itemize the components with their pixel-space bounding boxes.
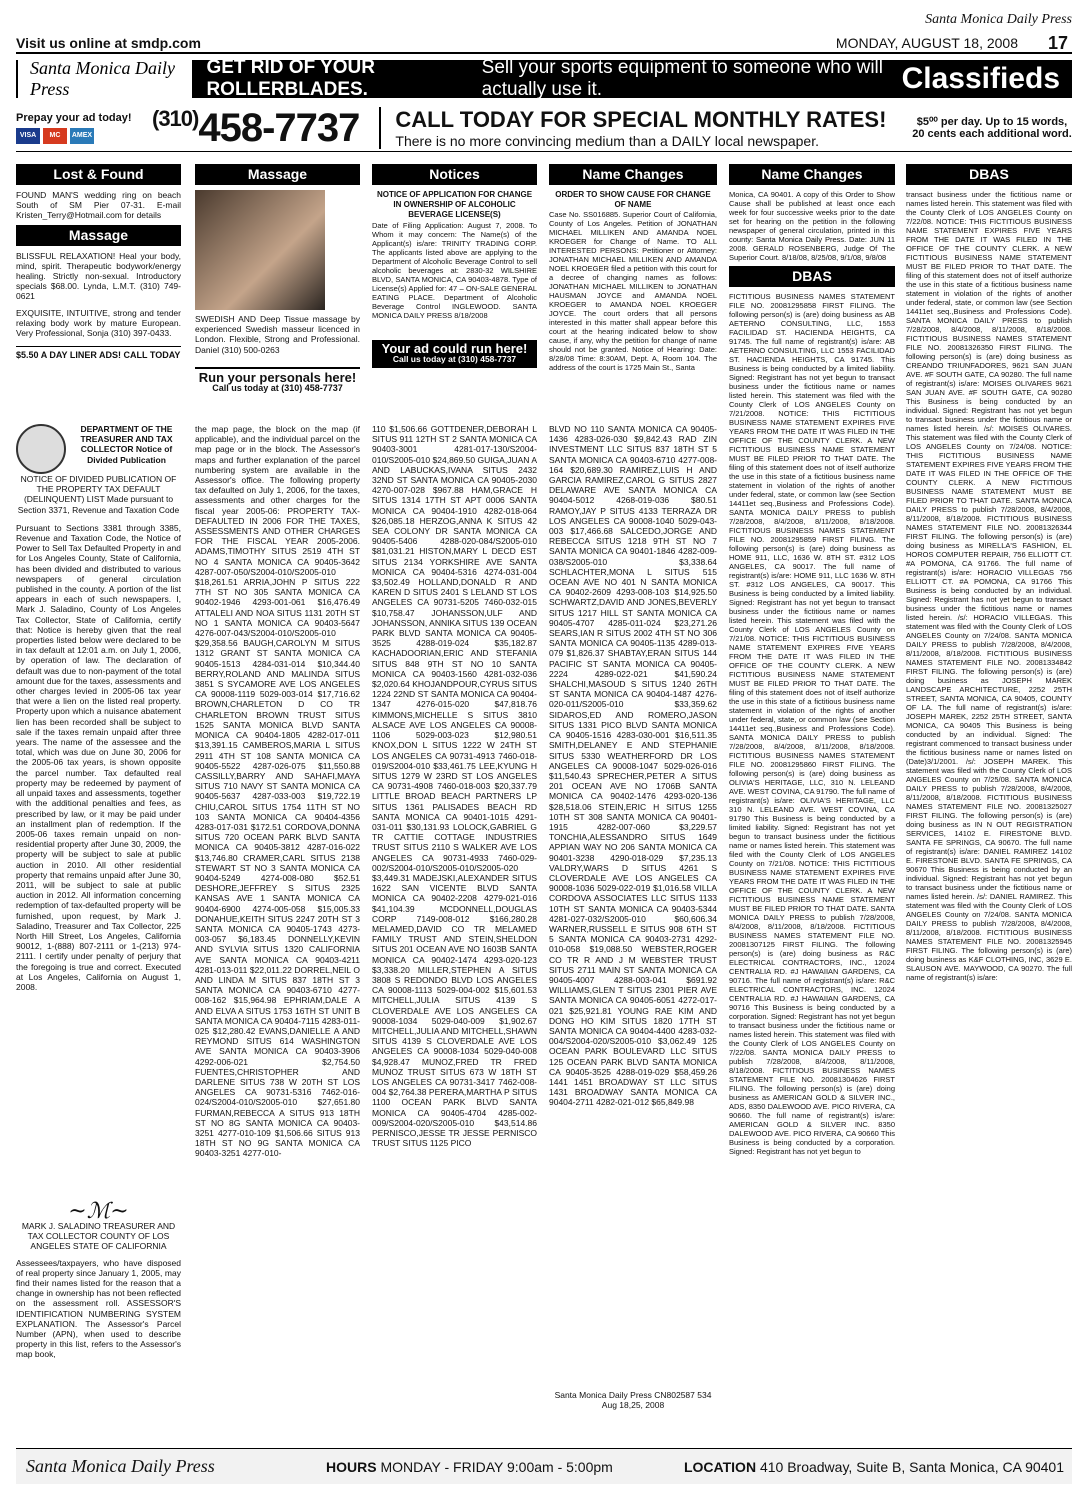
masseur-photo — [195, 190, 325, 310]
name-change-body-2: Monica, CA 90401. A copy of this Order to Show Cause shall be published at least once each week for four successive weeks prior to the date set for hearing on the petition in the following newspaper of general circulation, printed in this county: Santa Monica Daily Press. Date: JUN 11 2008. GERALD ROSENBERG, Judge Of The Superior Court. 8/18/08, 8/25/08, 9/1/08, 9/8/08 — [729, 190, 895, 262]
tax-list-3: BLVD NO 110 SANTA MONICA CA 90405-1436 4283-026-030 $9,842.43 RAD ZIN INVESTMENT LLC SITUS 837 18TH ST 5 SANTA MONICA CA 90403-6710 4277-008-164 $20,689.30 RAMIREZ,LUIS H AND GARCIA RAMIREZ,CAROL G SITUS 2827 DELAWARE AVE SANTA MONICA CA 90404-5012 4268-019-036 $80.51 RAMOY,JAY P SITUS 4133 TERRAZA DR LOS ANGELES CA 90008-1040 5029-043-003 $17,466.68 SALCEDO,JORGE AND REBECCA SITUS 1218 9TH ST NO 7 SANTA MONICA CA 90401-1846 4282-009-038/S2005-010 $3,338.64 SCHLACHTER,MONA L SITUS 515 OCEAN AVE NO 401 N SANTA MONICA CA 90402-2609 4293-008-103 $14,925.50 SCHWARTZ,DAVID AND JONES,BEVERLY SITUS 1217 HILL ST SANTA MONICA CA 90405-4707 4285-011-024 $23,271.26 SEARS,IAN R SITUS 2002 4TH ST NO 306 SANTA MONICA CA 90405-1135 4289-013-079 $1,826.37 SHABTAY,ERAN SITUS 144 PACIFIC ST SANTA MONICA CA 90405-2224 4289-022-021 $41,590.24 SHALCHI,MASOUD S SITUS 1240 26TH ST SANTA MONICA CA 90404-1487 4276-020-011/S2005-010 $33,359.62 SIDAROS,ED AND ROMERO,JASON SITUS 1331 PICO BLVD SANTA MONICA CA 90405-1516 4283-030-001 $16,511.35 SMITH,DELANEY E AND STEPHANIE SITUS 5330 WEATHERFORD DR LOS ANGELES CA 90008-1047 5029-026-016 $11,540.43 SPRECHER,PETER A SITUS 201 OCEAN AVE NO 1706B SANTA MONICA CA 90402-1476 4293-020-136 $28,518.06 STEIN,ERIC H SITUS 1255 10TH ST 308 SANTA MONICA CA 90401-1915 4282-007-060 $3,229.57 TONCHIA,ALESSANDRO SITUS 1649 APPIAN WAY NO 206 SANTA MONICA CA 90401-3238 4290-018-029 $7,235.13 VALDRY,WARS D SITUS 4261 S CLOVERDALE AVE LOS ANGELES CA 90008-1036 5029-022-019 $1,016.58 VILLA CORDOVA ASSOCIATES LLC SITUS 1133 10TH ST SANTA MONICA CA 90403-5344 4281-027-032/S2005-010 $60,606.34 WARNER,RUSSELL E SITUS 908 6TH ST 5 SANTA MONICA CA 90403-2731 4292-010-058 $19,088.50 WEBSTER,ROGER CO TR R AND J M WEBSTER TRUST SITUS 2711 MAIN ST SANTA MONICA CA 90405-4007 4288-003-041 $691.92 WILLIAMS,GLEN T SITUS 2301 PIER AVE SANTA MONICA CA 90405-6051 4272-017-021 $25,921.81 YOUNG RAE KIM AND DONG HO KIM SITUS 1820 17TH ST SANTA MONICA CA 90404-4400 4283-032-004/S2004-020/S2005-010 $3,062.49 125 OCEAN PARK BOULEVARD LLC SITUS 125 OCEAN PARK BLVD SANTA MONICA CA 90405-3525 4288-019-029 $58,459.26 1441 1451 BROADWAY ST LLC SITUS 1431 BROADWAY SANTA MONICA CA 90404-2711 4282-021-012 $65,849.98 — [549, 424, 717, 1108]
column-dbas — [906, 164, 1072, 1440]
page-header — [0, 0, 1088, 56]
name-changes-header: Name Changes — [549, 164, 717, 185]
column-name-changes — [549, 164, 717, 372]
column-notices — [372, 164, 537, 368]
personals-promo-sub: Call us today at (310) 458-7737 — [212, 383, 343, 394]
column-lost-found — [16, 164, 181, 360]
tax-body: Pursuant to Sections 3381 through 3385, Revenue and Taxation Code, the Notice of Power to Sell Tax Defaulted Property in and for Los Angeles County, State of California, has been divided and distributed to various newspapers of general circulation published in the county. A portion of the list appears in each of such newspapers. I, Mark J. Saladino, County of Los Angeles Tax Collector, State of California, certify that: Notice is hereby given that the real properties listed below were declared to be in tax default at 12:01 a.m. on July 1, 2006, by operation of law. The declaration of default was due to non-payment of the total amount due for the taxes, assessments and other charges levied in 2005-06 tax year that were a lien on the listed real property. Property upon which a nuisance abatement lien has been recorded shall be subject to sale if the taxes remain unpaid after three years. The name of the assessee and the total, which was due on June 30, 2006 for the 2005-06 tax years, is shown opposite the parcel number. Tax defaulted real property may be redeemed by payment of all unpaid taxes and assessments, together with the additional penalties and fees, as prescribed by law, or it may be paid under an installment plan of redemption. If the 2005-06 taxes remain unpaid on non-residential property after June 30, 2009, the property will be subject to sale at public auction in 2010. All other residential property that remains unpaid after June 30, 2011, will be subject to sale at public auction in 2012. All information concerning redemption of tax-defaulted property will be furnished, upon request, by Mark J. Saladino, Treasurer and Tax Collector, 225 North Hill Street, Los Angeles, California 90012, 1-(888) 807-2111 or 1-(213) 974-2111. I certify under penalty of perjury that the foregoing is true and correct. Executed at Los Angeles, California on August 1, 2008. — [16, 522, 181, 992]
banner-masthead: Santa Monica Daily Press — [18, 60, 192, 98]
name-change-title: ORDER TO SHOW CAUSE FOR CHANGE OF NAME — [555, 190, 711, 210]
mastercard-logo-icon: MC — [43, 128, 67, 144]
column-tax-3 — [372, 424, 537, 1444]
office-location — [684, 1459, 1072, 1475]
massage-ad-1: BLISSFUL RELAXATION! Heal your body, mind, spirit. Therapeutic bodywork/energy healing. Strictly non-sexual. Introductory specials $68.00. Lynda, L.M.T. (310) 749-0621 — [16, 250, 181, 302]
lost-found-ad: FOUND MAN'S wedding ring on beach South of SM Pier 07-31. E-mail Kristen_Terry@Hotmail.com for details — [16, 190, 181, 221]
prepay-block — [16, 112, 146, 144]
tax-footer: Santa Monica Daily Press CN802587 534 Aug 18,25, 2008 — [554, 1390, 712, 1411]
column-tax-1 — [16, 424, 181, 1378]
visa-logo-icon: VISA — [16, 128, 40, 144]
rates-block — [379, 107, 886, 149]
tax-title: NOTICE OF DIVIDED PUBLICATION OF THE PROPERTY TAX DEFAULT (DELINQUENT) LIST Made pursuant to Section 3371, Revenue and Taxation Code — [17, 474, 180, 515]
section-title: Classifieds — [901, 62, 1061, 95]
office-hours — [326, 1459, 613, 1475]
rates-subline: There is no more convincing medium than a DAILY local newspaper. — [395, 132, 820, 149]
header-rule — [16, 52, 1072, 54]
footer-masthead: Santa Monica Daily Press — [26, 1456, 215, 1476]
dbas-body: transact business under the fictitious name or names listed herein. This statement was filed with the County Clerk of LOS ANGELES County on 7/22/08. NOTICE: THIS FICTITIOUS BUSINESS NAME STATEMENT EXPIRES FIVE YEARS FROM THE DATE IT WAS FILED IN THE OFFICE OF THE COUNTY CLERK. A NEW FICTITIOUS BUSINESS NAME STATEMENT MUST BE FILED PRIOR TO THAT DATE. The filing of this statement does not of itself authorize the use in this state of a fictitious business name statement in violation of the rights of another under federal, state, or common law (see Section 14411et seq.,Business and Professions Code). SANTA MONICA DAILY PRESS to publish 7/28/2008, 8/4/2008, 8/11/2008, 8/18/2008. FICTITIOUS BUSINESS NAMES STATEMENT FILE NO. 20081326350 FIRST FILING. The following person(s) is (are) doing business as CREANDO TRIUNFADORES, 9621 SAN JUAN AVE. #F SOUTH GATE, CA 90280. The full name of registrant(s) is/are: MOISES OLIVARES 9621 SAN JUAN AVE. #F SOUTH GATE, CA 90280 This Business is being conducted by an individual. Signed: Registrant has not yet begun to transact business under the fictitious name or names listed herein. /s/: MOISES OLIVARES. This statement was filed with the County Clerk of LOS ANGELES County on 7/24/08. NOTICE: THIS FICTITIOUS BUSINESS NAME STATEMENT EXPIRES FIVE YEARS FROM THE DATE IT WAS FILED IN THE OFFICE OF THE COUNTY CLERK. A NEW FICTITIOUS BUSINESS NAME STATEMENT MUST BE FILED PRIOR TO THAT DATE. SANTA MONICA DAILY PRESS to publish 7/28/2008, 8/4/2008, 8/11/2008, 8/18/2008. FICTITIOUS BUSINESS NAMES STATEMENT FILE NO. 20081326344 FIRST FILING. The following person(s) is (are) doing business as MIRELLA'S FASHION, EL HOROS COMPUTER REPAIR, 756 ELLIOTT CT. #A POMONA, CA 91766. The full name of registrant(s) is/are: HORACIO VILLEGAS 756 ELLIOTT CT. #A POMONA, CA 91766 This Business is being conducted by an individual. Signed: Registrant has not yet begun to transact business under the fictitious name or names listed herein. /s/: HORACIO VILLEGAS. This statement was filed with the County Clerk of LOS ANGELES County on 7/24/08. SANTA MONICA DAILY PRESS to publish 7/28/2008, 8/4/2008, 8/11/2008, 8/18/2008. FICTITIOUS BUSINESS NAMES STATEMENT FILE NO. 20081334842 FIRST FILING. The following person(s) is (are) doing business as JOSEPH MAREK LANDSCAPE ARCHITECTURE, 2252 25TH STREET, SANTA MONICA, CA 90405, COUNTY OF LA. The full name of registrant(s) is/are: JOSEPH MAREK, 2252 25TH STREET, SANTA MONICA, CA 90405 This Business is being conducted by an individual. Signed: The registrant commenced to transact business under the fictitious business name or names listed on (Date)3/1/2001. /s/: JOSEPH MAREK. This statement was filed with the County Clerk of LOS ANGELES County on 7/25/08. SANTA MONICA DAILY PRESS to publish 7/28/2008, 8/4/2008, 8/11/2008, 8/18/2008. FICTITIOUS BUSINESS NAMES STATEMENT FILE NO. 20081325027 FIRST FILING. The following person(s) is (are) doing business as IN N OUT REGISTRATION SERVICES, 14102 E. FIRESTONE BLVD. SANTA FE SPRINGS, CA 90670. The full name of registrant(s) is/are: DANIEL RAMIREZ 14102 E. FIRESTONE BLVD. SANTA FE SPRINGS, CA 90670 This Business is being conducted by an individual. Signed: Registrant has not yet begun to transact business under the fictitious name or names listed herein. /s/: DANIEL RAMIREZ. This statement was filed with the County Clerk of LOS ANGELES County on 7/24/08. SANTA MONICA DAILY PRESS to publish 7/28/2008, 8/4/2008, 8/11/2008, 8/18/2008. FICTITIOUS BUSINESS NAMES STATEMENT FILE NO. 20081325945 FIRST FILING. The following person(s) is (are) doing business as K&F CLOTHING, INC, 3629 E. SLAUSON AVE. MAYWOOD, CA 90270. The full name of registrant(s) is/are: — [906, 190, 1072, 982]
banner-subline: Sell your sports equipment to someone who will actually use it. — [481, 57, 883, 100]
massage-ad-2: EXQUISITE, INTUITIVE, strong and tender relaxing body work by mature European. Very Professional, Sonja (310) 397-0433. — [16, 307, 181, 339]
page-number: 17 — [1047, 33, 1068, 53]
notice-title: NOTICE OF APPLICATION FOR CHANGE IN OWNERSHIP OF ALCOHOLIC BEVERAGE LICENSE(S) — [376, 190, 533, 220]
price-info: $5⁰⁰ per day. Up to 15 words, 20 cents each additional word. — [912, 116, 1072, 140]
signature: ~ℳ~ — [68, 1198, 129, 1224]
tax-signer: MARK J. SALADINO TREASURER AND TAX COLLECTOR COUNTY OF LOS ANGELES STATE OF CALIFORNIA — [21, 1221, 176, 1252]
notices-header: Notices — [372, 164, 537, 185]
lost-found-header: Lost & Found — [16, 164, 181, 185]
ad-promo-sub: Call us today at (310) 458-7737 — [392, 353, 517, 364]
location-label: LOCATION — [683, 1458, 757, 1475]
tax-body-2: Assessees/taxpayers, who have disposed of real property since January 1, 2005, may find their names listed for the reason that a change in ownership has not been reflected on the assessment roll. ASSESSOR'S IDENTIFICATION NUMBERING SYSTEM EXPLANATION. The Assessor's Parcel Number (APN), when used to describe property in this list, refers to the Assessor's map book, — [16, 1257, 181, 1360]
footer-bar — [16, 1448, 1072, 1484]
name-change-body: Case No. SS016885. Superior Court of California, County of Los Angeles. Petition of JONATHAN MICHAEL MILLIKEN AND AMANDA NOEL KROEGER for Change of Name. TO ALL INTERESTED PERSONS: Petitioner or Attorney: JONATHAN MICHAEL MILLIKEN AND AMANDA NOEL KROEGER filed a petition with this court for a decree of changing names as follows: JONATHAN MICHAEL MILLIKEN to JONATHAN HAUSMAN JOYCE and AMANDA NOEL KROEGER to AMANDA NOEL KROEGER JOYCE. The court orders that all persons interested in this matter shall appear before this court at the hearing indicated below to show cause, if any, why the petition for change of name should not be granted. Notice of Hearing: Date: 8/28/08 Time: 8:30AM, Dept. A, Room 104. The address of the court is 1725 Main St., Santa — [549, 210, 717, 373]
column-tax-2 — [195, 424, 360, 1444]
massage-header: Massage — [16, 225, 181, 246]
location-value: 410 Broadway, Suite B, Santa Monica, CA 90401 — [759, 1458, 1064, 1475]
massage-ad-3: SWEDISH AND Deep Tissue massage by experienced Swedish masseur licenced in London. Flexible, Strong and Professional. Daniel (310) 500-0263 — [195, 314, 360, 355]
phone-digits: 458-7737 — [198, 105, 360, 150]
personals-promo: Run your personals here! — [195, 367, 360, 383]
rates-headline: CALL TODAY FOR SPECIAL MONTHLY RATES! — [395, 106, 887, 132]
liner-promo: $5.50 A DAY LINER ADS! CALL TODAY — [16, 346, 181, 360]
name-changes-header-2: Name Changes — [729, 164, 895, 185]
area-code: (310) — [152, 105, 199, 131]
tax-list-2: 110 $1,506.66 GOTTDENER,DEBORAH L SITUS 911 12TH ST 2 SANTA MONICA CA 90403-3001 4281-017-130/S2004-010/S2005-010 $24,869.50 GUIGA,JUAN A AND LABUCKAS,IVANA SITUS 2432 32ND ST SANTA MONICA CA 90405-2030 4270-007-028 $967.88 HAM,GRACE H SITUS 1314 17TH ST APT 0006 SANTA MONICA CA 90404-1910 4282-018-064 $26,085.18 HERZOG,ANNA K SITUS 42 SEA COLONY DR SANTA MONICA CA 90405-5406 4288-020-084/S2005-010 $81,031.21 HISTON,MARY L DECD EST SITUS 2134 YORKSHIRE AVE SANTA MONICA CA 90404-5316 4274-031-004 $3,502.49 HOLLAND,DONALD R AND KAREN D SITUS 2401 S LELAND ST LOS ANGELES CA 90731-5205 7460-032-015 $10,758.47 JOHANSSON,ULF AND JOHANSSON, ANNIKA SITUS 139 OCEAN PARK BLVD SANTA MONICA CA 90405-3525 4288-019-024 $35,182.87 KACHADOORIAN,ERIC AND STEFANIA SITUS 848 9TH ST NO 10 SANTA MONICA CA 90403-1560 4281-032-036 $2,020.64 KHOJANDPOUR,CYRUS SITUS 1224 22ND ST SANTA MONICA CA 90404-1347 4276-015-020 $47,818.76 KIMMONS,MICHELLE S SITUS 3810 ALSACE AVE LOS ANGELES CA 90008-1106 5029-003-023 $12,980.51 KNOX,DON L SITUS 1222 W 24TH ST LOS ANGELES CA 90731-4913 7460-018-019/S2004-010 $33,461.75 LEE,KYUNG H SITUS 1279 W 23RD ST LOS ANGELES CA 90731-4908 7460-018-003 $20,337.79 LITTLE BROAD BEACH PARTNERS LP SITUS 1361 PALISADES BEACH RD SANTA MONICA CA 90401-1015 4291-031-011 $30,131.93 LOLOCK,GABRIEL G TR CATTIE COTTAGE INDUSTRIES TRUST SITUS 2110 S WALKER AVE LOS ANGELES CA 90731-4933 7460-029-002/S2004-010/S2005-010/S2005-020 $3,449.31 MADEJSKI,ALEXANDER SITUS 1622 SAN VICENTE BLVD SANTA MONICA CA 90402-2208 4279-021-016 $41,104.39 MCDONNELL,DOUGLAS CORP 7149-008-012 $166,280.28 MELAMED,DAVID CO TR MELAMED FAMILY TRUST AND STEIN,SHELDON SITUS 201 OCEAN AVE NO 1603B SANTA MONICA CA 90402-1474 4293-020-123 $3,338.20 MILLER,STEPHEN A SITUS 3808 S REDONDO BLVD LOS ANGELES CA 90008-1113 5029-004-002 $15,601.53 MITCHELL,JULIA SITUS 4139 S CLOVERDALE AVE LOS ANGELES CA 90008-1034 5029-040-009 $1,902.67 MITCHELL,JULIA AND MITCHELL,SHAWN SITUS 4139 S CLOVERDALE AVE LOS ANGELES CA 90008-1034 5029-040-008 $4,928.47 MUNOZ,FRED TR FRED MUNOZ TRUST SITUS 673 W 18TH ST LOS ANGELES CA 90731-3417 7462-008-004 $2,764.38 PERERA,MARTHA P SITUS 1100 OCEAN PARK BLVD SANTA MONICA CA 90405-4704 4285-002-009/S2004-020/S2005-010 $43,514.86 PERNISCO,JESSE TR JESSE PERNISCO TRUST SITUS 1125 PICO — [372, 424, 537, 1149]
banner-headline: GET RID OF YOUR ROLLERBLADES. — [206, 57, 376, 100]
tax-list-1: the map page, the block on the map (if applicable), and the individual parcel on the map page or in the block. The Assessor's maps and further explanation of the parcel numbering system are available in the Assessor's office. The following property tax defaulted on July 1, 2006, for the taxes, assessments and other charges for the fiscal year 2005-06: PROPERTY TAX-DEFAULTED IN 2006 FOR THE TAXES, ASSESSMENTS AND OTHER CHARGES FOR THE FISCAL YEAR 2005-2006. ADAMS,TIMOTHY SITUS 2519 4TH ST NO 4 SANTA MONICA CA 90405-3642 4287-007-050/S2004-010/S2005-010 $18,261.51 ARRIA,JOHN P SITUS 222 7TH ST NO 305 SANTA MONICA CA 90402-1946 4293-001-061 $16,476.49 ATTALELI AND NOA SITUS 1131 20TH ST NO 1 SANTA MONICA CA 90403-5647 4276-007-043/S2004-010/S2005-010 $29,358.56 BAUGH,CAROLYN M SITUS 1312 GRANT ST SANTA MONICA CA 90405-1513 4284-031-014 $10,344.40 BERRY,ROLAND AND MALINDA SITUS 3851 S SYCAMORE AVE LOS ANGELES CA 90008-1119 5029-003-014 $17,716.62 BROWN,CHARLETON D CO TR CHARLETON BROWN TRUST SITUS 1525 SANTA MONICA BLVD SANTA MONICA CA 90404-1805 4282-017-011 $13,391.15 CAMBEROS,MARIA L SITUS 2911 4TH ST 108 SANTA MONICA CA 90405-5522 4287-026-075 $11,550.88 CASSILLY,BARRY AND SAHAFI,MAYA SITUS 710 NAVY ST SANTA MONICA CA 90405-5637 4287-033-003 $19,722.19 CHIU,CAROL SITUS 1754 11TH ST NO 103 SANTA MONICA CA 90404-4356 4283-017-031 $172.51 CORDOVA,DONNA SITUS 720 OCEAN PARK BLVD SANTA MONICA CA 90405-3812 4287-016-022 $13,746.80 CRAMER,CARL SITUS 2138 STEWART ST NO 3 SANTA MONICA CA 90404-5249 4274-008-080 $52.51 DESHORE,JEFFREY S SITUS 2325 KANSAS AVE 1 SANTA MONICA CA 90404-6900 4274-005-058 $15,005.33 DONAHUE,KEITH SITUS 2247 20TH ST 3 SANTA MONICA CA 90405-1743 4273-003-057 $6,183.45 DONNELLY,KEVIN AND SYLVIA SITUS 1320 CALIFORNIA AVE SANTA MONICA CA 90403-4211 4281-013-011 $22,011.22 DORREL,NEIL O AND LINDA M SITUS 837 18TH ST 3 SANTA MONICA CA 90403-6710 4277-008-162 $15,964.98 EPHRIAM,DALE A AND ELVA A SITUS 1753 16TH ST UNIT B SANTA MONICA CA 90404-7115 4283-011-025 $12,280.42 EVANS,DANIELLE A AND REYMOND SITUS 614 WASHINGTON AVE SANTA MONICA CA 90403-3906 4292-006-021 $2,754.50 FUENTES,CHRISTOPHER AND DARLENE SITUS 738 W 20TH ST LOS ANGELES CA 90731-5316 7462-016-024/S2004-010/S2005-010 $27,651.80 FURMAN,REBECCA A SITUS 913 18TH ST NO 8G SANTA MONICA CA 90403-3251 4277-010-109 $1,506.66 SITUS 913 18TH ST NO 9G SANTA MONICA CA 90403-3251 4277-010- — [195, 424, 360, 1159]
phone-number[interactable] — [152, 105, 360, 150]
dbas-body-2: FICTITIOUS BUSINESS NAMES STATEMENT FILE NO. 20081295858 FIRST FILING. The following person(s) is (are) doing business as AB AETERNO CONSULTING, LLC, 1553 FACILIDAD ST. HACIENDA HEIGHTS, CA 91745. The full name of registrant(s) is/are: AB AETERNO CONSULTING, LLC 1553 FACILIDAD ST. HACIENDA HEIGHTS, CA 91745. This Business is being conducted by a limited liability. Signed: Registrant has not yet begun to transact business under the fictitious name or names listed herein. This statement was filed with the County Clerk of LOS ANGELES County on 7/21/2008. NOTICE: THIS FICTITIOUS BUSINESS NAME STATEMENT EXPIRES FIVE YEARS FROM THE DATE IT WAS FILED IN THE OFFICE OF THE COUNTY CLERK. A NEW FICTITIOUS BUSINESS NAME STATEMENT MUST BE FILED PRIOR TO THAT DATE. The filing of this statement does not of itself authorize the use in this state of a fictitious business name statement in violation of the rights of another under federal, state, or common law (see Section 14411et seq.,Business and Professions Code). SANTA MONICA DAILY PRESS to publish 7/28/2008, 8/4/2008, 8/11/2008, 8/18/2008. FICTITIOUS BUSINESS NAMES STATEMENT FILE NO. 20081295859 FIRST FILING. The following person(s) is (are) doing business as HOME 911, LLC, 1636 W. 8TH ST. #312 LOS ANGELES, CA 90017. The full name of registrant(s) is/are: HOME 911, LLC 1636 W. 8TH ST. #312 LOS ANGELES, CA 90017. This Business is being conducted by a limited liability. Signed: Registrant has not yet begun to transact business under the fictitious name or names listed herein. This statement was filed with the County Clerk of LOS ANGELES County on 7/21/08. NOTICE: THIS FICTITIOUS BUSINESS NAME STATEMENT EXPIRES FIVE YEARS FROM THE DATE IT WAS FILED IN THE OFFICE OF THE COUNTY CLERK. A NEW FICTITIOUS BUSINESS NAME STATEMENT MUST BE FILED PRIOR TO THAT DATE. The filing of this statement does not of itself authorize the use in this state of a fictitious business name statement in violation of the rights of another under federal, state, or common law (see Section 14411et seq.,Business and Professions Code). SANTA MONICA DAILY PRESS to publish 7/28/2008, 8/4/2008, 8/11/2008, 8/18/2008. FICTITIOUS BUSINESS NAMES STATEMENT FILE NO. 20081295860 FIRST FILING. The following person(s) is (are) doing business as OLIVIA'S HERITAGE, LLC, 310 N. LELEAND AVE. WEST COVINA, CA 91790. The full name of registrant(s) is/are: OLIVIA'S HERITAGE, LLC 310 N. LELEAND AVE. WEST COVINA, CA 91790 This Business is being conducted by a limited liability. Signed: Registrant has not yet begun to transact business under the fictitious name or names listed herein. This statement was filed with the County Clerk of LOS ANGELES County on 7/21/08. NOTICE: THIS FICTITIOUS BUSINESS NAME STATEMENT EXPIRES FIVE YEARS FROM THE DATE IT WAS FILED IN THE OFFICE OF THE COUNTY CLERK. A NEW FICTITIOUS BUSINESS NAME STATEMENT MUST BE FILED PRIOR TO THAT DATE. SANTA MONICA DAILY PRESS to publish 7/28/2008, 8/4/2008, 8/11/2008, 8/18/2008. FICTITIOUS BUSINESS NAMES STATEMENT FILE NO. 20081307125 FIRST FILING. The following person(s) is (are) doing business as R&C ELECTRICAL CONTRACTORS, INC., 12024 CENTRALIA RD. #J HAWAIIAN GARDENS, CA 90716. The full name of registrant(s) is/are: R&C ELECTRICAL CONTRACTORS, INC. 12024 CENTRALIA RD. #J HAWAIIAN GARDENS, CA 90716 This Business is being conducted by a corporation. Signed: Registrant has not yet begun to transact business under the fictitious name or names listed herein. This statement was filed with the County Clerk of LOS ANGELES County on 7/22/08. SANTA MONICA DAILY PRESS to publish 7/28/2008, 8/4/2008, 8/11/2008, 8/18/2008. FICTITIOUS BUSINESS NAMES STATEMENT FILE NO. 20081304626 FIRST FILING. The following person(s) is (are) doing business as AMERICAN GOLD & SILVER INC., ADS, 8350 DALEWOOD AVE. PICO RIVERA, CA 90660. The full name of registrant(s) is/are: AMERICAN GOLD & SILVER INC. 8350 DALEWOOD AVE. PICO RIVERA, CA 90660 This Business is being conducted by a corporation. Signed: Registrant has not yet begun to — [729, 292, 895, 1156]
phone-bar — [16, 104, 1072, 152]
county-seal-icon — [16, 424, 66, 474]
hours-value: MONDAY - FRIDAY 9:00am - 5:00pm — [380, 1458, 613, 1475]
notice-body: Date of Filing Application: August 7, 2008. To Whom it may concern: The Name(s) of the Applicant(s) is/are: TRINITY TRADING CORP. The applicants listed above are applying to the Department of Alcoholic Beverage Control to sell alcoholic beverages at: 2830-32 WILSHIRE BLVD, SANTA MONICA, CA 90403-4878. Type of License(s) Applied for: 47 – ON-SALE GENERAL EATING PLACE. Department of Alcoholic Beverage Control INGLEWOOD. SANTA MONICA DAILY PRESS 8/18/2008 — [372, 220, 537, 320]
masthead-small: Santa Monica Daily Press — [925, 12, 1072, 27]
ad-promo — [372, 340, 537, 368]
card-logos — [16, 128, 146, 144]
prepay-text: Prepay your ad today! — [16, 111, 132, 124]
dbas-header-2: DBAS — [729, 266, 895, 287]
website-link[interactable]: Visit us online at smdp.com — [16, 35, 201, 51]
amex-logo-icon: AMEX — [70, 128, 94, 144]
column-massage — [195, 164, 360, 393]
massage-header-2: Massage — [195, 164, 360, 185]
classifieds-banner — [16, 57, 1072, 100]
hours-label: HOURS — [326, 1458, 377, 1475]
column-tax-4 — [549, 424, 717, 1410]
issue-date: MONDAY, AUGUST 18, 2008 — [835, 35, 1018, 51]
ad-promo-title: Your ad could run here! — [381, 340, 528, 356]
column-name-changes-2 — [729, 164, 895, 1314]
tax-dept: DEPARTMENT OF THE TREASURER AND TAX COLLECTOR Notice of Divided Publication — [80, 424, 173, 465]
dbas-header: DBAS — [906, 164, 1072, 185]
